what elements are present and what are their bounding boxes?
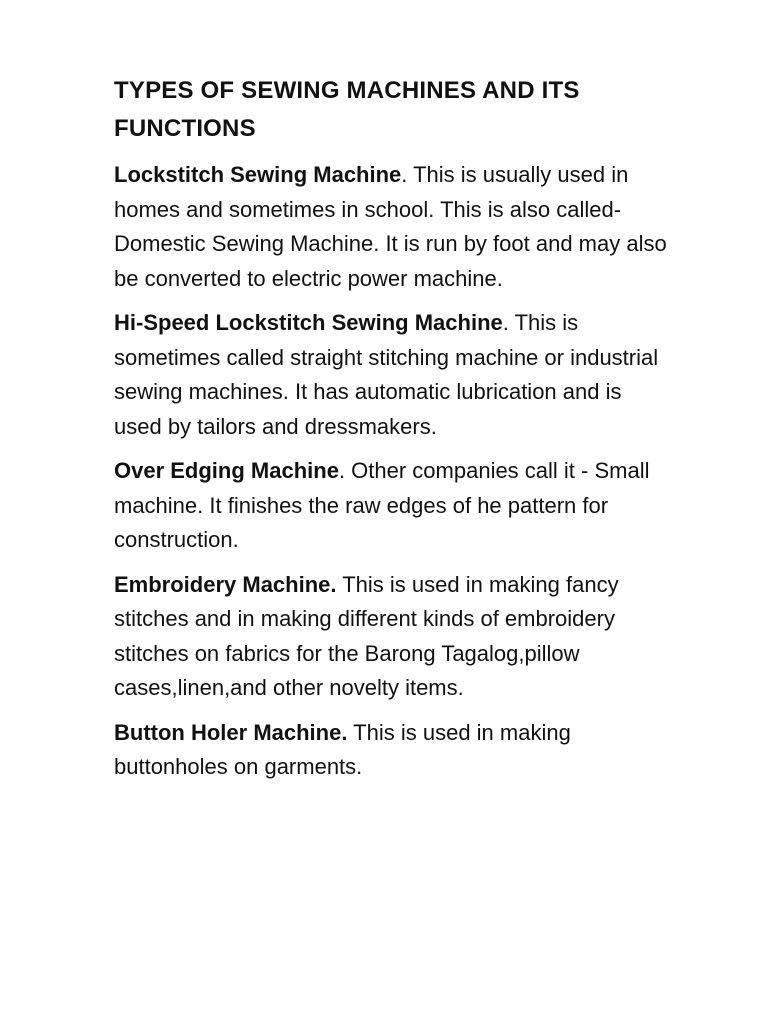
section-button-holer: [114, 716, 668, 785]
section-term: Button Holer Machine.: [114, 719, 348, 745]
section-hi-speed-lockstitch: [114, 306, 668, 444]
section-term: Over Edging Machine: [114, 458, 339, 483]
section-body: . This is sometimes called straight stitching machine or industrial sewing machines. It has automatic lubrication and is used by tailors and dressmakers.: [114, 310, 659, 439]
section-body: This is used in making fancy stitches and in making different kinds of embroidery stitches on fabrics for the Barong Tagalog,pillow cases,linen,and other novelty items.: [114, 571, 619, 700]
section-term: Hi-Speed Lockstitch Sewing Machine: [114, 310, 503, 335]
section-body: This is used in making buttonholes on garments.: [114, 719, 571, 779]
section-over-edging: [114, 454, 668, 558]
section-lockstitch: [114, 158, 668, 296]
section-term: Lockstitch Sewing Machine: [114, 162, 402, 187]
section-body: . This is usually used in homes and sometimes in school. This is also called- Domestic Sewing Machine. It is run by foot and may also be converted to electric power machine.: [114, 162, 667, 291]
section-body: . Other companies call it - Small machine. It finishes the raw edges of he pattern for construction.: [114, 458, 650, 552]
section-term: Embroidery Machine.: [114, 571, 337, 597]
section-embroidery: [114, 568, 668, 706]
document-title: TYPES OF SEWING MACHINES AND ITS FUNCTIONS: [114, 77, 580, 142]
